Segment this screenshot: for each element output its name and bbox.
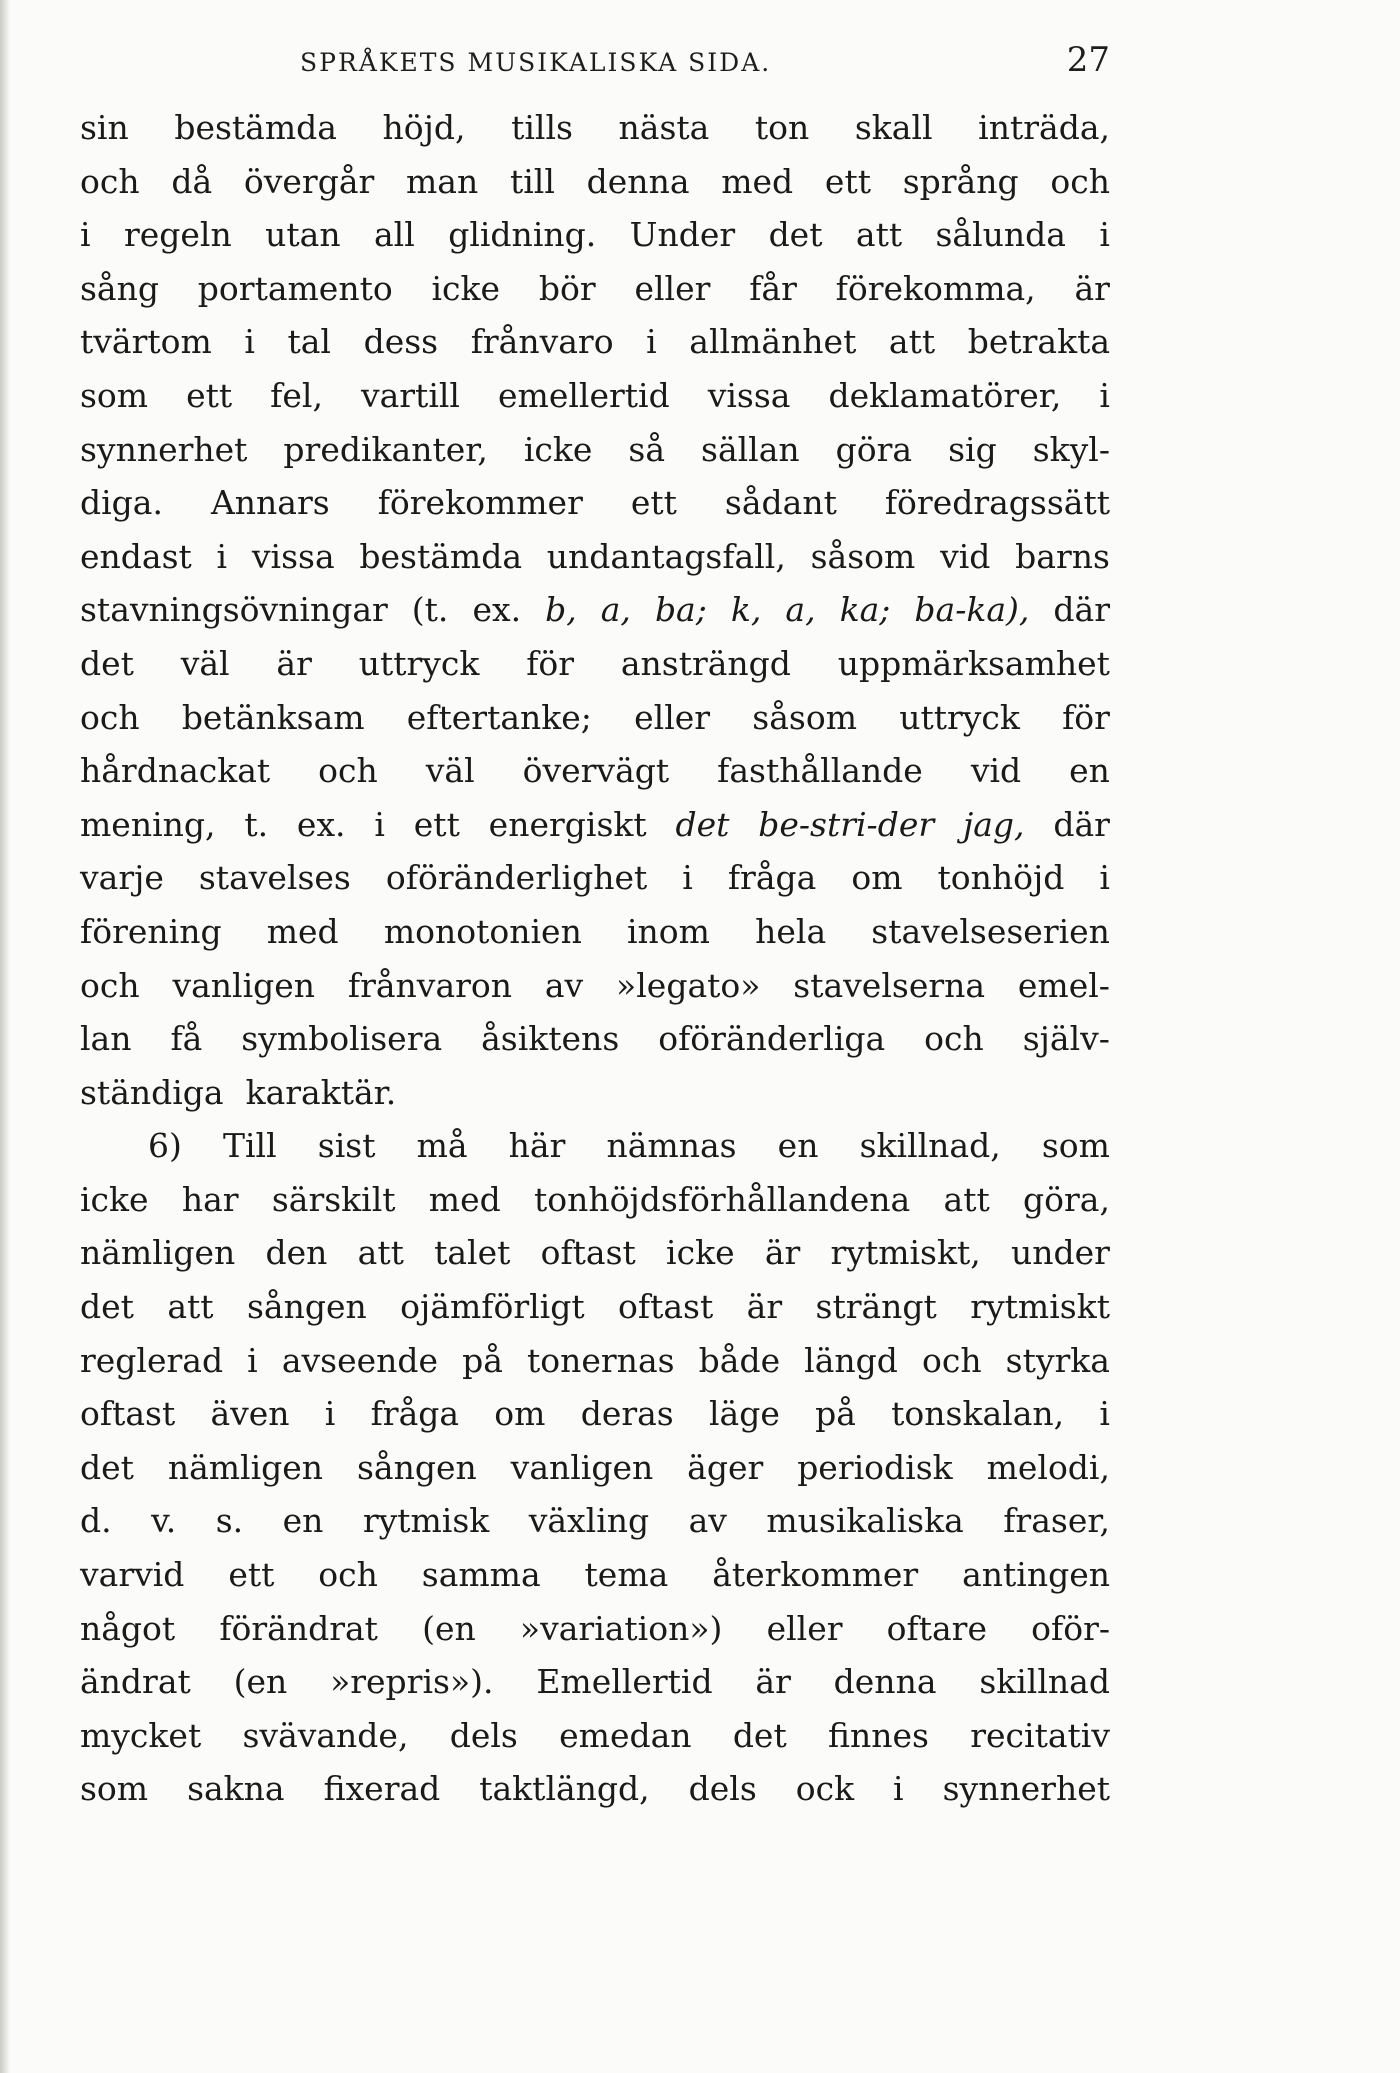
word: den [265, 1233, 328, 1273]
word: barns [1015, 536, 1110, 576]
word: med [266, 911, 339, 951]
word: i [324, 1394, 336, 1434]
word: stavelseserien [871, 911, 1110, 951]
word: vissa [251, 536, 335, 576]
word: reglerad [80, 1340, 224, 1380]
word: med [721, 161, 794, 201]
word: s. [215, 1501, 244, 1541]
word: stavningsövningar [80, 590, 388, 630]
word: uttryck [358, 643, 480, 683]
word: sång [80, 268, 159, 308]
word: höjd, [382, 108, 466, 147]
text-line [80, 1609, 1110, 1663]
text-line [80, 537, 1110, 591]
word: emedan [559, 1715, 692, 1755]
text-line [80, 644, 1110, 698]
word: sådant [724, 483, 837, 523]
word: ba; [654, 590, 707, 630]
word: att [855, 215, 903, 255]
word: ton [754, 108, 810, 147]
word: uppmärksamhet [837, 643, 1110, 683]
word: antingen [962, 1555, 1110, 1595]
word: vanligen [172, 965, 316, 1005]
word: portamento [197, 268, 393, 308]
word: icke [666, 1233, 735, 1273]
text-line [80, 1073, 1110, 1127]
page-gutter-shadow [0, 0, 10, 2073]
word: ständiga [80, 1072, 224, 1112]
word: ock [795, 1769, 855, 1809]
word: för [1062, 697, 1110, 737]
page-header [80, 40, 1110, 90]
text-line [80, 215, 1110, 269]
word: denna [586, 161, 690, 201]
word: (t. [411, 590, 449, 630]
word: som [80, 1769, 149, 1809]
word: tonhöjdsförhållandena [534, 1179, 911, 1219]
word: är [764, 1233, 801, 1273]
word: undantagsfall, [546, 536, 786, 576]
word: en [282, 1501, 324, 1541]
word: all [374, 215, 415, 255]
word: recitativ [970, 1715, 1110, 1755]
word: oföränderlighet [385, 858, 648, 898]
word: sången [246, 1287, 367, 1327]
word: k, [730, 590, 762, 630]
word: sången [356, 1447, 477, 1487]
word: skillnad, [859, 1126, 1001, 1166]
word: hela [755, 911, 827, 951]
text-line [80, 1555, 1110, 1609]
word: frånvaro [470, 322, 614, 362]
word: v. [151, 1501, 177, 1541]
word: åsiktens [481, 1019, 620, 1059]
word: inom [627, 911, 710, 951]
word: strängt [815, 1287, 937, 1327]
word: varje [80, 858, 164, 898]
word: göra, [1023, 1179, 1110, 1219]
word: synnerhet [942, 1769, 1110, 1809]
text-line [80, 1233, 1110, 1287]
word: väl [425, 751, 475, 791]
word: såsom [810, 536, 916, 576]
word: Annars [210, 483, 330, 523]
text-line [80, 1501, 1110, 1555]
word: betänksam [181, 697, 365, 737]
word: vid [940, 536, 991, 576]
word: det [675, 804, 730, 844]
word: ett [186, 375, 233, 415]
text-line [80, 858, 1110, 912]
word: melodi, [986, 1447, 1110, 1487]
word: monotonien [383, 911, 582, 951]
word: läge [708, 1394, 780, 1434]
word: b, [545, 590, 577, 630]
word: vissa [707, 375, 791, 415]
word: betrakta [967, 322, 1110, 362]
word: sakna [187, 1769, 285, 1809]
word: tema [584, 1555, 669, 1595]
word: i [1099, 215, 1110, 255]
word: på [462, 1340, 503, 1380]
text-line [80, 698, 1110, 752]
word: dels [449, 1715, 518, 1755]
word: i [1099, 1394, 1110, 1434]
word: fel, [270, 375, 323, 415]
word: så [628, 429, 666, 469]
text-line [80, 1448, 1110, 1502]
word: är [755, 1662, 791, 1702]
word: särskilt [271, 1179, 396, 1219]
word: föredragssätt [884, 483, 1110, 523]
word: även [210, 1394, 290, 1434]
text-line [80, 805, 1110, 859]
word: på [815, 1394, 856, 1434]
word: icke [523, 429, 593, 469]
word: svävande, [242, 1715, 409, 1755]
word: fasthållande [717, 751, 923, 791]
word: ett [228, 1555, 275, 1595]
word: i [682, 858, 693, 898]
word: ka; [839, 590, 891, 630]
text-line [80, 1341, 1110, 1395]
word: »variation») [519, 1608, 723, 1648]
word: oftast [80, 1394, 176, 1434]
text-line [80, 590, 1110, 644]
word: och [924, 1019, 984, 1059]
word: finnes [828, 1715, 929, 1755]
text-line [80, 1019, 1110, 1073]
word: hårdnackat [80, 751, 271, 791]
text-line [80, 1769, 1110, 1823]
word: sin [80, 108, 129, 147]
text-line [80, 912, 1110, 966]
word: utan [265, 215, 341, 255]
word: tills [511, 108, 573, 147]
word: rytmiskt [970, 1287, 1110, 1327]
word: med [428, 1179, 501, 1219]
word: ansträngd [620, 643, 791, 683]
word: växling [528, 1501, 650, 1541]
word: ex. [296, 804, 346, 844]
word: Emellertid [536, 1662, 713, 1702]
word: är [1074, 268, 1110, 308]
text-line [80, 162, 1110, 216]
word: musikaliska [766, 1501, 964, 1541]
word: stavelserna [793, 965, 986, 1005]
word: rytmiskt, [830, 1233, 981, 1273]
word: som [1041, 1126, 1110, 1166]
word: a, [785, 590, 816, 630]
word: det [732, 1715, 787, 1755]
word: äger [687, 1447, 764, 1487]
word: i [1099, 375, 1110, 415]
word: tonernas [527, 1340, 675, 1380]
word: få [170, 1019, 203, 1059]
word: deklamatörer, [828, 375, 1062, 415]
word: ett [630, 483, 677, 523]
word: det [80, 1447, 134, 1487]
word: språng [902, 161, 1019, 201]
word: vartill [360, 375, 460, 415]
word: periodisk [797, 1447, 953, 1487]
word: emel- [1017, 965, 1110, 1005]
text-line [80, 376, 1110, 430]
word: oftast [618, 1287, 714, 1327]
word: sig [948, 429, 997, 469]
word: och [80, 161, 140, 201]
word: rytmisk [362, 1501, 490, 1541]
word: fråga [727, 858, 817, 898]
word: oftare [886, 1608, 987, 1648]
word: ojämförligt [400, 1287, 585, 1327]
word: bestämda [359, 536, 523, 576]
word: diga. [80, 483, 163, 523]
word: talet [434, 1233, 511, 1273]
word: denna [833, 1662, 937, 1702]
word: både [698, 1340, 781, 1380]
word: mycket [80, 1715, 202, 1755]
text-line [80, 966, 1110, 1020]
word: förändrat [219, 1608, 378, 1648]
word: ett [413, 804, 460, 844]
word: göra [835, 429, 913, 469]
word: i [374, 804, 385, 844]
word: stavelses [198, 858, 351, 898]
word: det [768, 215, 823, 255]
word: som [80, 375, 149, 415]
word: eller [766, 1608, 843, 1648]
word: sålunda [935, 215, 1066, 255]
word: av [688, 1501, 727, 1541]
word: där [1053, 804, 1110, 844]
word: nämnas [606, 1126, 737, 1166]
word: »repris»). [330, 1662, 494, 1702]
word: ba-ka), [914, 590, 1030, 630]
word: inträda, [978, 108, 1110, 147]
word: får [749, 268, 797, 308]
word: a, [600, 590, 631, 630]
word: bestämda [174, 108, 337, 147]
text-line [80, 108, 1110, 162]
word: nämligen [80, 1233, 236, 1273]
word: oför- [1031, 1608, 1110, 1648]
word: dels [688, 1769, 757, 1809]
word: skall [854, 108, 933, 147]
word: taktlängd, [479, 1769, 650, 1809]
word: att [357, 1233, 404, 1273]
word: det [80, 1287, 134, 1327]
word: i [646, 322, 657, 362]
word: frånvaron [347, 965, 513, 1005]
word: t. [244, 804, 269, 844]
word: (en [233, 1662, 288, 1702]
word: dess [363, 322, 439, 362]
word: i [1099, 858, 1110, 898]
word: (en [422, 1608, 476, 1648]
word: här [508, 1126, 566, 1166]
word: om [494, 1394, 546, 1434]
word: själv- [1022, 1019, 1110, 1059]
word: och [80, 697, 140, 737]
word: har [181, 1179, 239, 1219]
word: synnerhet [80, 429, 248, 469]
word: eftertanke; [406, 697, 592, 737]
text-line [80, 751, 1110, 805]
word: av [544, 965, 584, 1005]
word: tonskalan, [891, 1394, 1065, 1434]
word: nämligen [167, 1447, 324, 1487]
word: fraser, [1003, 1501, 1110, 1541]
word: förening [80, 911, 222, 951]
word: Under [629, 215, 736, 255]
word: och [318, 1555, 378, 1595]
word: såsom [752, 697, 857, 737]
word: tonhöjd [937, 858, 1065, 898]
word: i [216, 536, 228, 576]
word: sällan [701, 429, 800, 469]
word: oftast [540, 1233, 636, 1273]
word: är [276, 643, 312, 683]
word: eller [634, 268, 711, 308]
word: sist [317, 1126, 376, 1166]
word: i [244, 322, 255, 362]
word: varvid [80, 1555, 185, 1595]
word: fixerad [323, 1769, 441, 1809]
word: längd [804, 1340, 898, 1380]
word: endast [80, 536, 192, 576]
word: jag, [962, 804, 1025, 844]
word: icke [80, 1179, 149, 1219]
word: styrka [1005, 1340, 1110, 1380]
word: där [1053, 590, 1110, 630]
word: ett [824, 161, 871, 201]
text-line [80, 483, 1110, 537]
word: mening, [80, 804, 216, 844]
word: i [80, 215, 91, 255]
word: om [851, 858, 903, 898]
word: man [406, 161, 479, 201]
word: att [943, 1179, 990, 1219]
word: lan [80, 1019, 132, 1059]
word: övervägt [522, 751, 670, 791]
word: förekomma, [835, 268, 1036, 308]
word: må [416, 1126, 468, 1166]
word: skillnad [979, 1662, 1110, 1702]
word: energiskt [488, 804, 647, 844]
text-line [80, 1126, 1110, 1180]
word: regeln [123, 215, 232, 255]
word: 6) [148, 1126, 182, 1166]
word: avseende [281, 1340, 439, 1380]
word: samma [421, 1555, 541, 1595]
word: och [1050, 161, 1110, 201]
running-head: SPRÅKETS MUSIKALISKA SIDA. [300, 48, 772, 77]
word: och [80, 965, 140, 1005]
word: under [1010, 1233, 1110, 1273]
text-line [80, 1287, 1110, 1341]
word: en [1069, 751, 1110, 791]
word: predikanter, [283, 429, 488, 469]
word: bör [538, 268, 596, 308]
word: tal [287, 322, 331, 362]
text-line [80, 1394, 1110, 1448]
word: förekommer [377, 483, 583, 523]
word: deras [580, 1394, 674, 1434]
word: något [80, 1608, 176, 1648]
word: be-stri-der [758, 804, 935, 844]
word: eller [634, 697, 711, 737]
word: ex. [472, 590, 522, 630]
word: att [167, 1287, 214, 1327]
word: ändrat [80, 1662, 191, 1702]
word: »legato» [616, 965, 761, 1005]
text-line [80, 1662, 1110, 1716]
text-line [80, 322, 1110, 376]
word: att [888, 322, 936, 362]
word: icke [431, 268, 501, 308]
word: i [893, 1769, 904, 1809]
word: återkommer [712, 1555, 919, 1595]
word: karaktär. [245, 1072, 397, 1112]
word: oföränderliga [658, 1019, 886, 1059]
page-number: 27 [1066, 40, 1110, 80]
word: då [171, 161, 213, 201]
word: skyl- [1032, 429, 1110, 469]
word: nästa [618, 108, 710, 147]
text-line [80, 269, 1110, 323]
word: en [777, 1126, 819, 1166]
word: emellertid [498, 375, 670, 415]
word: vid [970, 751, 1022, 791]
text-line [80, 1716, 1110, 1770]
word: övergår [243, 161, 375, 201]
word: glidning. [448, 215, 597, 255]
word: Till [222, 1126, 277, 1166]
word: d. [80, 1501, 112, 1541]
word: tvärtom [80, 322, 212, 362]
word: för [526, 643, 575, 683]
word: i [247, 1340, 258, 1380]
word: symbolisera [241, 1019, 443, 1059]
word: allmänhet [689, 322, 857, 362]
word: det [80, 643, 134, 683]
word: uttryck [899, 697, 1020, 737]
body-text [80, 108, 1110, 1823]
text-line [80, 1180, 1110, 1234]
text-line [80, 430, 1110, 484]
word: och [318, 751, 378, 791]
word: vanligen [510, 1447, 654, 1487]
word: till [509, 161, 555, 201]
word: är [746, 1287, 783, 1327]
word: väl [180, 643, 230, 683]
word: fråga [370, 1394, 460, 1434]
word: och [921, 1340, 982, 1380]
